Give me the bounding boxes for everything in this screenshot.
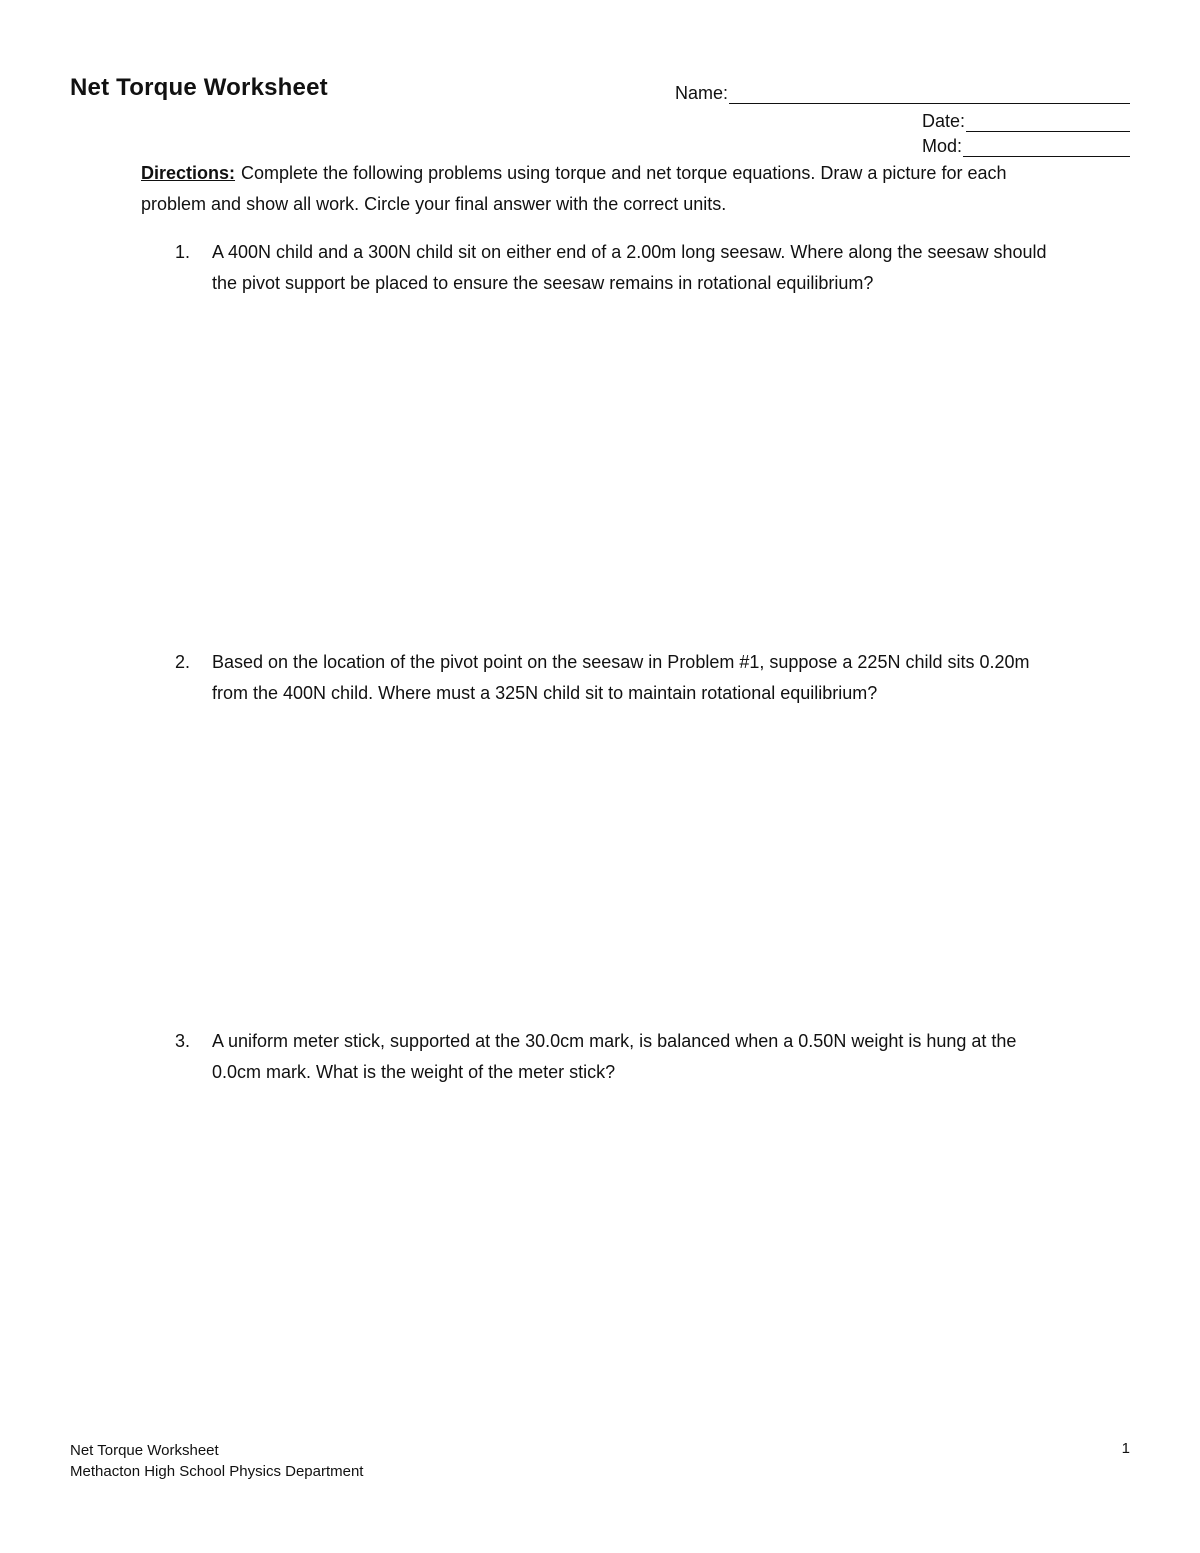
worksheet-title: Net Torque Worksheet xyxy=(70,74,328,101)
page-footer xyxy=(70,1440,363,1482)
name-label: Name: xyxy=(675,83,729,103)
problem-text: Based on the location of the pivot point on the seesaw in Problem #1, suppose a 225N child sits 0.20m from the 400N child. Where must a 325N child sit to maintain rotational equilibrium? xyxy=(212,652,1030,703)
name-field[interactable] xyxy=(675,78,1130,104)
footer-department: Methacton High School Physics Department xyxy=(70,1463,364,1480)
footer-title: Net Torque Worksheet xyxy=(70,1442,219,1459)
problem-3 xyxy=(175,1026,1055,1087)
problem-number: 2. xyxy=(175,652,191,672)
mod-blank-line[interactable] xyxy=(963,134,1130,157)
problem-number: 3. xyxy=(175,1031,191,1051)
problem-number: 1. xyxy=(175,242,191,262)
problem-2 xyxy=(175,647,1055,708)
problem-text: A 400N child and a 300N child sit on either end of a 2.00m long seesaw. Where along the seesaw should the pivot support be placed to ensure the seesaw remains in rotational equilibrium? xyxy=(212,242,1047,293)
directions-paragraph xyxy=(141,158,1061,220)
date-label: Date: xyxy=(922,111,966,131)
date-blank-line[interactable] xyxy=(966,109,1130,132)
directions-label: Directions: xyxy=(141,163,236,183)
name-blank-line[interactable] xyxy=(729,81,1130,104)
problem-text: A uniform meter stick, supported at the 30.0cm mark, is balanced when a 0.50N weight is hung at the 0.0cm mark. What is the weight of the meter stick? xyxy=(212,1031,1017,1082)
date-field[interactable] xyxy=(922,106,1130,132)
mod-label: Mod: xyxy=(922,136,963,156)
mod-field[interactable] xyxy=(922,131,1130,157)
problem-1 xyxy=(175,237,1055,298)
directions-text: Complete the following problems using torque and net torque equations. Draw a picture for each problem and show all work. Circle your final answer with the correct units. xyxy=(141,163,1007,214)
page-number: 1 xyxy=(1121,1440,1130,1457)
